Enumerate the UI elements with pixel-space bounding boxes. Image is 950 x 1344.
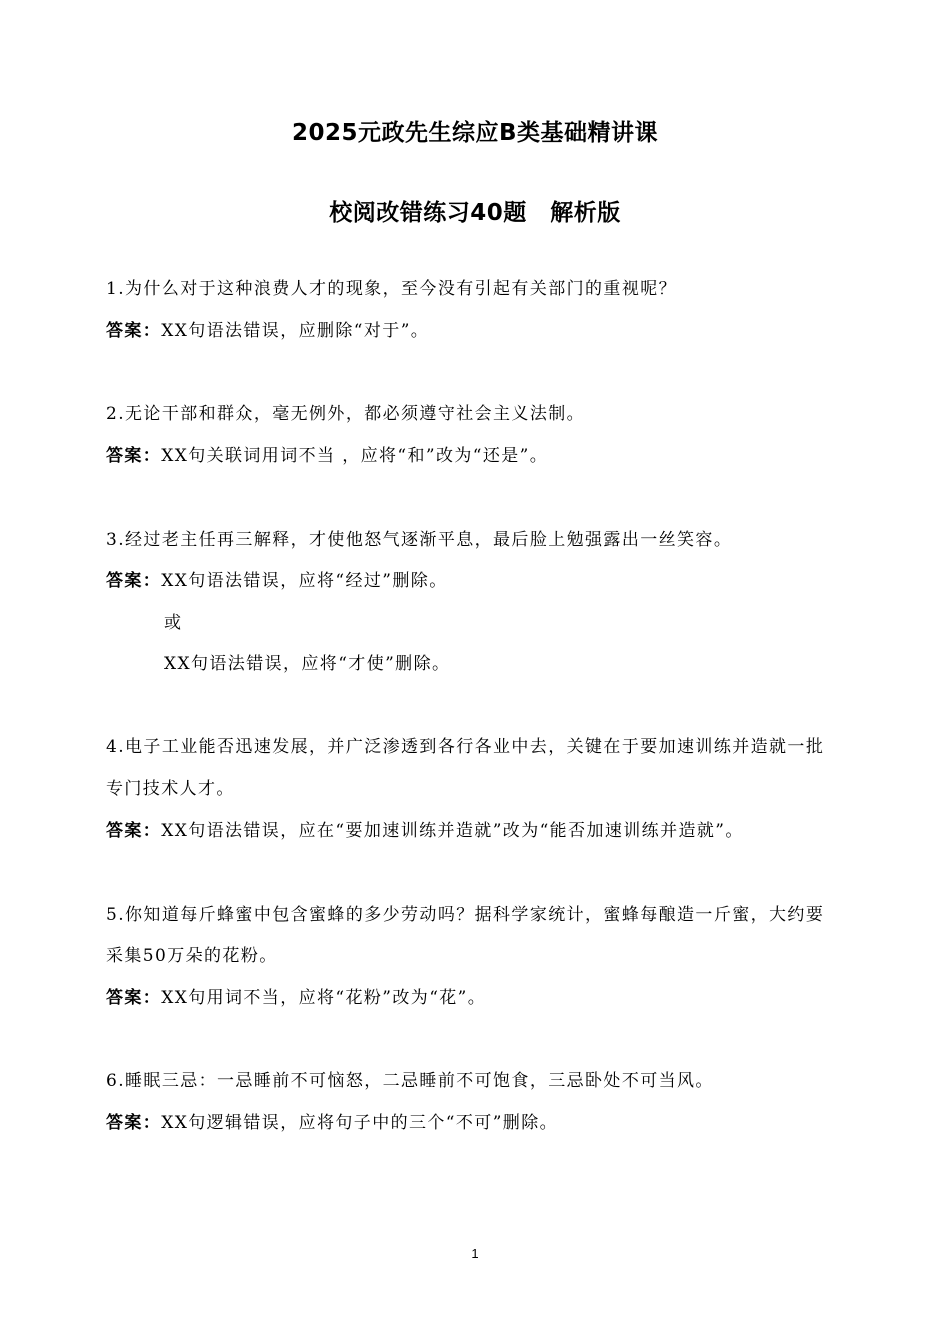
answer-6 [106,1110,866,1136]
answer-2 [106,443,866,469]
answer-6-text: XX句逻辑错误，应将句子中的三个“不可”删除。 [161,1113,558,1133]
answer-label: 答案： [106,446,162,466]
answer-5-text: XX句用词不当，应将“花粉”改为“花”。 [161,988,487,1008]
question-3-text: 3.经过老主任再三解释，才使他怒气逐渐平息，最后脸上勉强露出一丝笑容。 [106,530,733,550]
answer-label: 答案： [106,988,162,1008]
answer-label: 答案： [106,821,162,841]
question-6-text: 6.睡眠三忌：一忌睡前不可恼怒，二忌睡前不可饱食，三忌卧处不可当风。 [106,1071,714,1091]
question-4-text-line-1: 4.电子工业能否迅速发展，并广泛渗透到各行各业中去，关键在于要加速训练并造就一批 [106,737,825,757]
question-5-text-line-2: 采集50万朵的花粉。 [106,946,278,966]
question-2-text: 2.无论干部和群众，毫无例外，都必须遵守社会主义法制。 [106,404,586,424]
answer-3-alt-text: XX句语法错误，应将“才使”删除。 [164,654,451,674]
document-subtitle: 校阅改错练习40题 解析版 [329,200,621,226]
answer-4-text: XX句语法错误，应在“要加速训练并造就”改为“能否加速训练并造就”。 [161,821,744,841]
question-1-text: 1.为什么对于这种浪费人才的现象，至今没有引起有关部门的重视呢？ [106,279,678,299]
question-5-text-line-1: 5.你知道每斤蜂蜜中包含蜜蜂的多少劳动吗？据科学家统计，蜜蜂每酿造一斤蜜，大约要 [106,905,825,925]
question-4-text-line-2: 专门技术人才。 [106,779,235,799]
answer-2-text: XX句关联词用词不当 ，应将“和”改为“还是”。 [161,446,549,466]
answer-label: 答案： [106,571,162,591]
answer-label: 答案： [106,321,162,341]
answer-1-text: XX句语法错误，应删除“对于”。 [161,321,430,341]
page-number: 1 [471,1246,479,1261]
answer-4 [106,818,866,844]
answer-3-text: XX句语法错误，应将“经过”删除。 [161,571,448,591]
answer-3-or: 或 [164,613,183,633]
answer-1 [106,318,866,344]
answer-label: 答案： [106,1113,162,1133]
answer-5 [106,985,866,1011]
document-title: 2025元政先生综应B类基础精讲课 [291,120,659,146]
answer-3 [106,568,866,594]
